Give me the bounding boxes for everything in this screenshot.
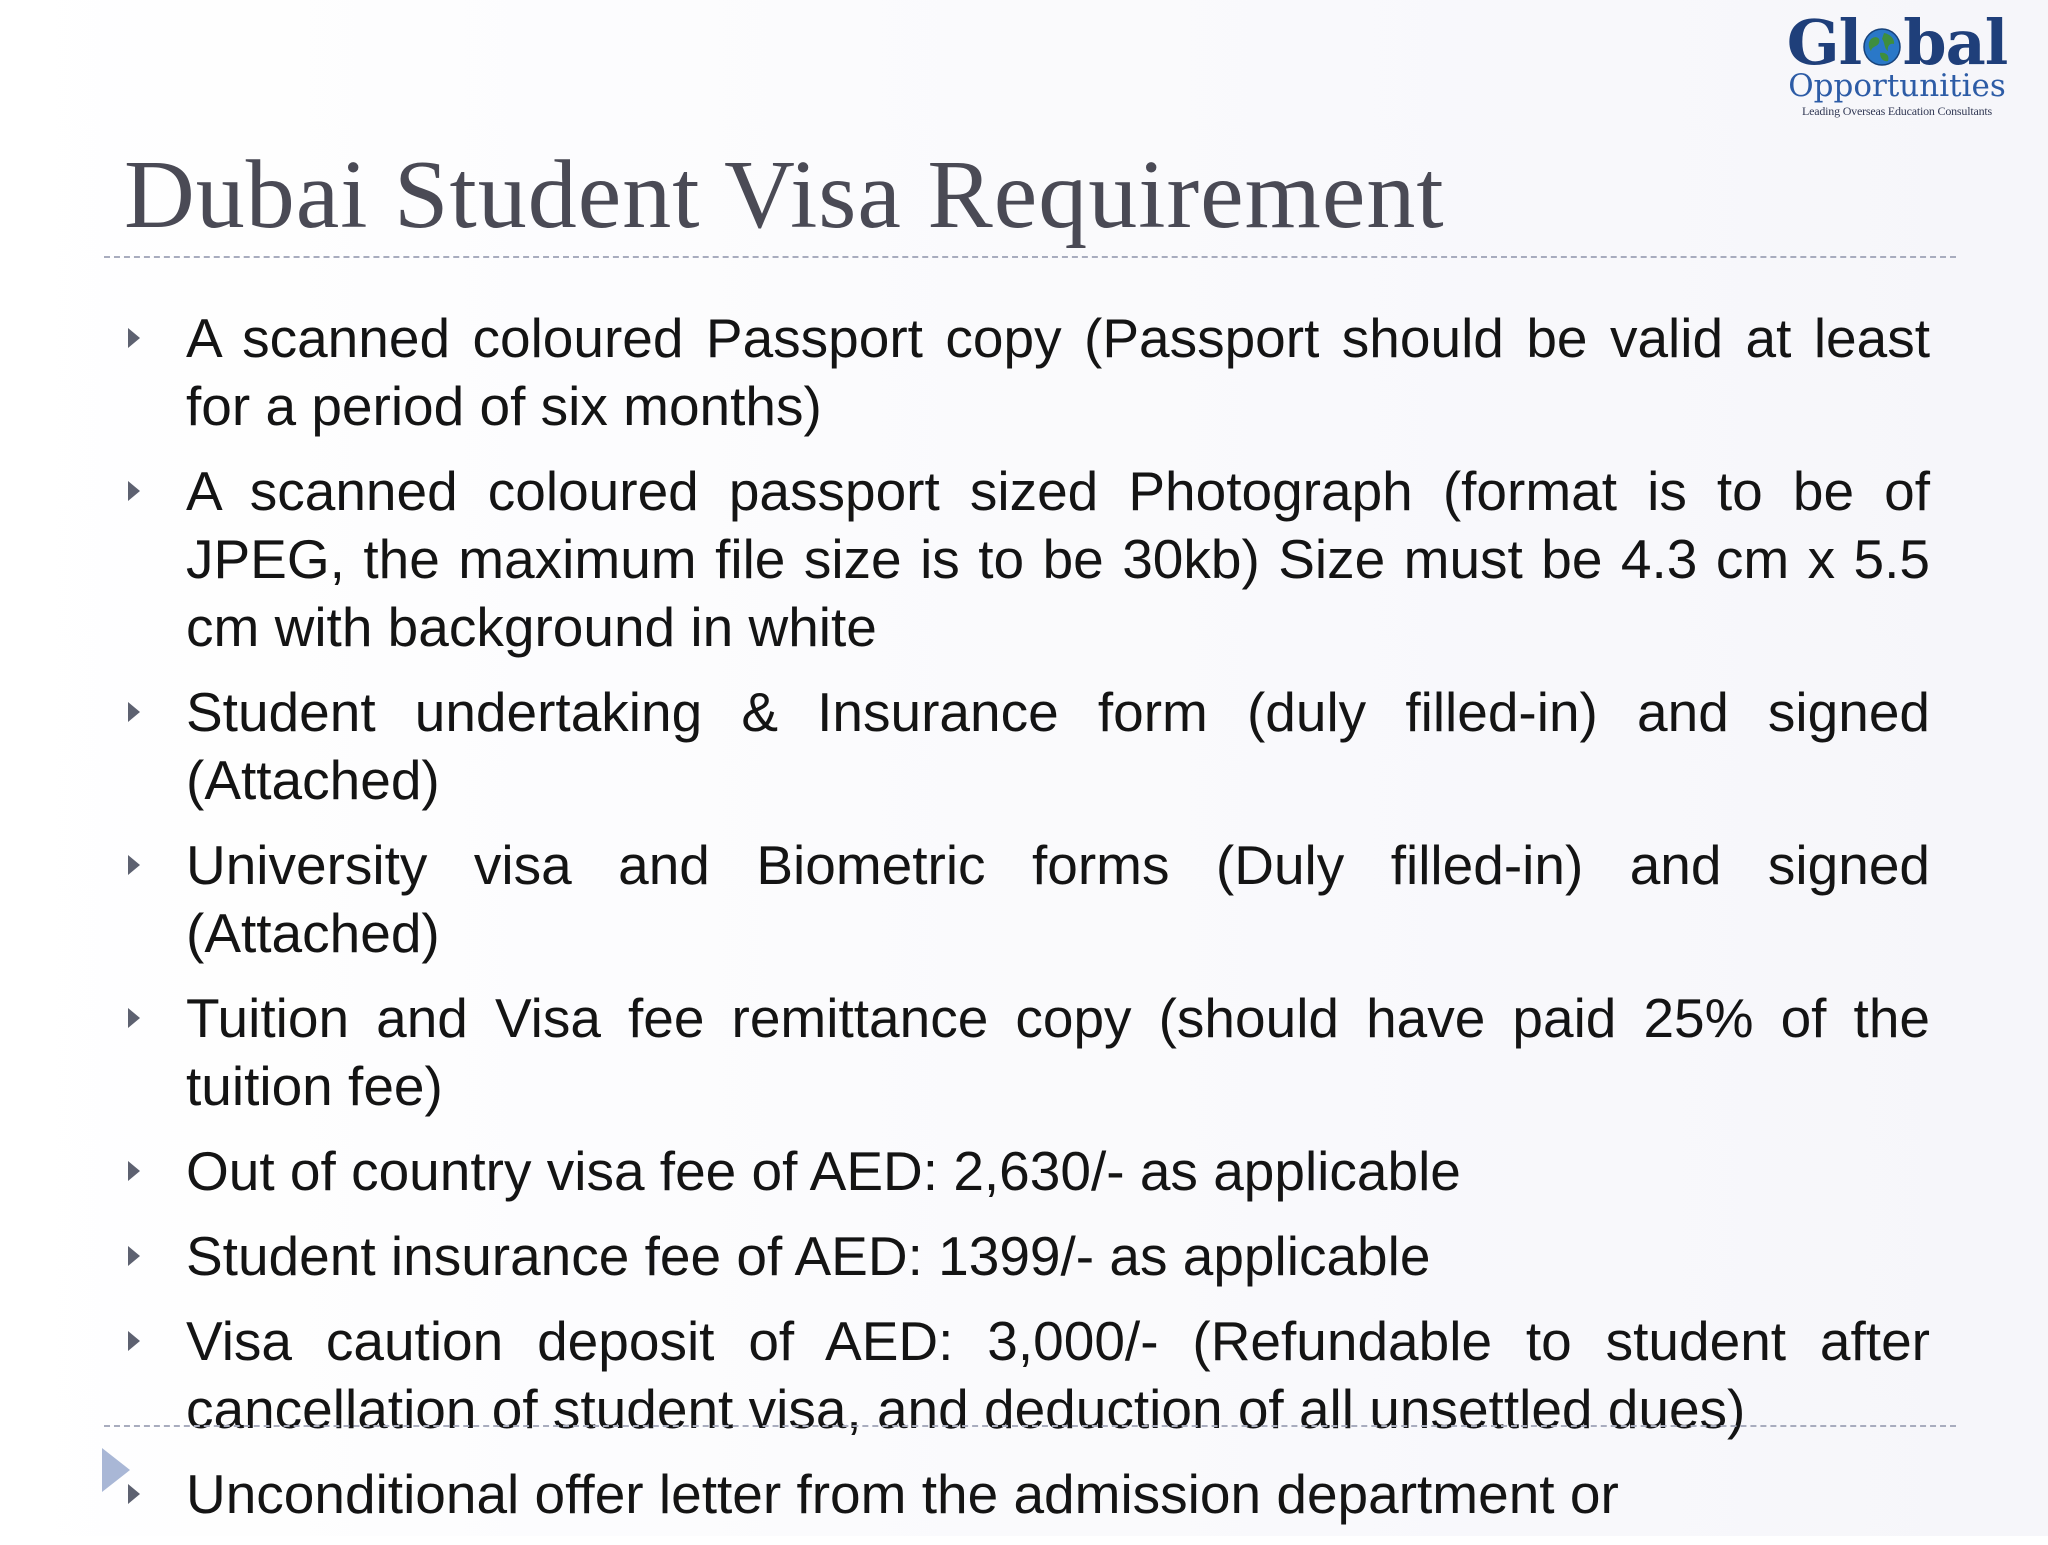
list-item-text: University visa and Biometric forms (Duly filled-in) and signed (Attached): [186, 834, 1930, 964]
triangle-right-icon: [128, 481, 140, 501]
list-item-text: Student insurance fee of AED: 1399/- as applicable: [186, 1225, 1431, 1287]
globe-icon: [1862, 27, 1902, 67]
list-item: [124, 1137, 1930, 1205]
list-item-text: A scanned coloured Passport copy (Passport should be valid at least for a period of six months): [186, 307, 1930, 437]
triangle-right-icon: [102, 1448, 130, 1492]
logo-name-end: bal: [1903, 6, 2008, 79]
triangle-right-icon: [128, 328, 140, 348]
footer-divider: [104, 1425, 1956, 1427]
logo-tagline: Leading Overseas Education Consultants: [1801, 104, 1993, 118]
triangle-right-icon: [128, 702, 140, 722]
logo-subtitle: Opportunities: [1788, 68, 2006, 104]
list-item: [124, 678, 1930, 814]
list-item-text: Out of country visa fee of AED: 2,630/- as applicable: [186, 1140, 1461, 1202]
slide-title: Dubai Student Visa Requirement: [124, 141, 1445, 249]
list-item: [124, 1307, 1930, 1443]
requirements-list: [124, 304, 1930, 1545]
title-divider: [104, 256, 1956, 258]
company-logo: [1786, 6, 2008, 122]
list-item: [124, 304, 1930, 440]
list-item: [124, 1222, 1930, 1290]
triangle-right-icon: [128, 1161, 140, 1181]
list-item-text: Tuition and Visa fee remittance copy (should have paid 25% of the tuition fee): [186, 987, 1930, 1117]
logo-name-start: Gl: [1786, 6, 1862, 79]
list-item: [124, 1460, 1930, 1528]
list-item: [124, 457, 1930, 661]
list-item-text: Unconditional offer letter from the admission department or: [186, 1463, 1619, 1525]
triangle-right-icon: [128, 855, 140, 875]
triangle-right-icon: [128, 1008, 140, 1028]
list-item-text: Visa caution deposit of AED: 3,000/- (Refundable to student after cancellation of student visa, and deduction of all unsettled dues): [186, 1310, 1930, 1440]
logo-wordmark: [1786, 6, 2008, 79]
list-item: [124, 831, 1930, 967]
list-item: [124, 984, 1930, 1120]
list-item-text: A scanned coloured passport sized Photograph (format is to be of JPEG, the maximum file size is to be 30kb) Size must be 4.3 cm x 5.5 cm with background in white: [186, 460, 1930, 658]
triangle-right-icon: [128, 1246, 140, 1266]
list-item-text: Student undertaking & Insurance form (duly filled-in) and signed (Attached): [186, 681, 1930, 811]
triangle-right-icon: [128, 1331, 140, 1351]
